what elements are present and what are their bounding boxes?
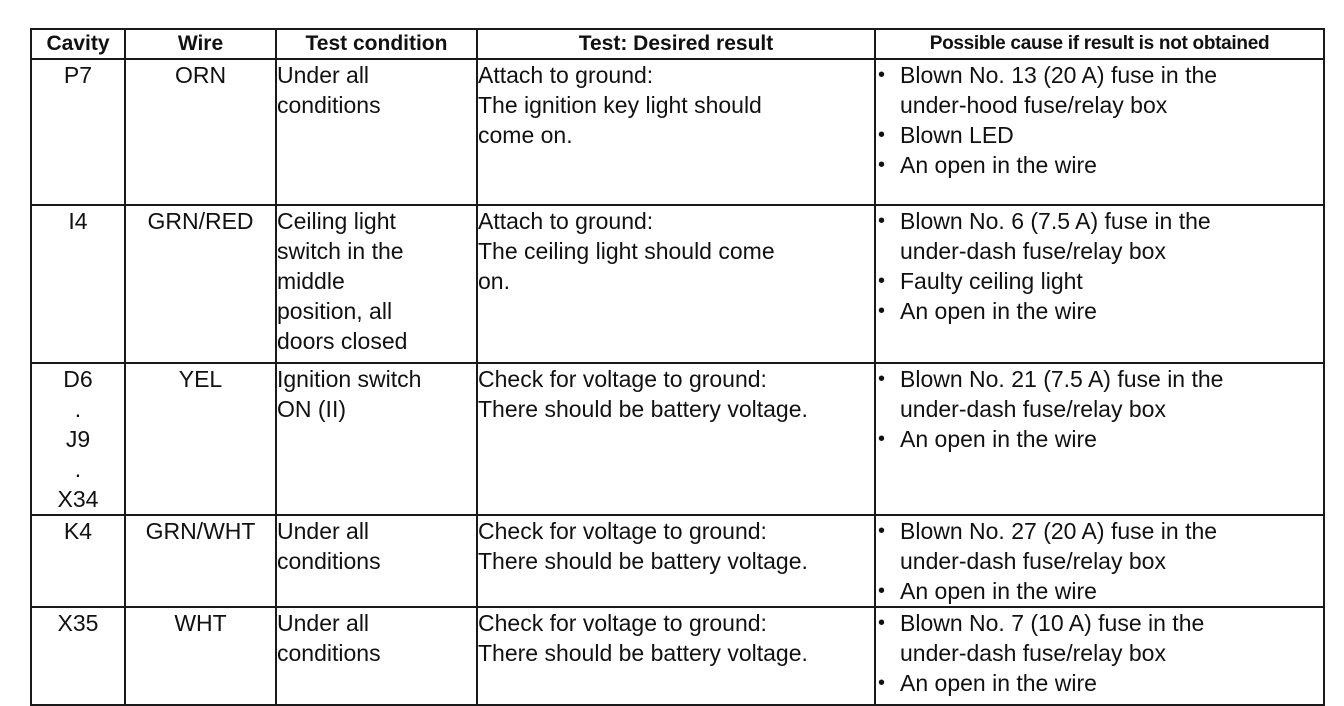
cavity-separator-dot: . [74, 396, 82, 422]
cause-list [876, 608, 1323, 698]
condition-line: Ignition switch [277, 366, 422, 392]
table-row [31, 59, 1324, 205]
cavity-separator-dot: . [74, 456, 82, 482]
condition-line: switch in the [277, 238, 404, 264]
cause-line: under-dash fuse/relay box [900, 396, 1166, 422]
cause-line: • Blown No. 21 (7.5 A) fuse in the [900, 366, 1224, 392]
result-line: Check for voltage to ground: [478, 366, 767, 392]
cavity-id: P7 [63, 62, 93, 88]
condition-line: doors closed [277, 328, 408, 354]
result-line: The ceiling light should come [478, 238, 775, 264]
cause-item [876, 608, 1323, 668]
header-wire: Wire [125, 29, 276, 59]
test-condition-cell [276, 363, 477, 515]
header-desired-result: Test: Desired result [477, 29, 875, 59]
cavity-id: X34 [57, 486, 99, 512]
cavity-id: K4 [63, 518, 93, 544]
cause-line: • Faulty ceiling light [900, 268, 1083, 294]
cause-line: under-dash fuse/relay box [900, 238, 1166, 264]
cause-item [876, 296, 1323, 326]
cause-item [876, 576, 1323, 606]
wire-color-cell: ORN [125, 59, 276, 205]
circuit-test-table [30, 28, 1325, 706]
desired-result-cell [477, 59, 875, 205]
cavity-cell [31, 59, 125, 205]
condition-line: Under all [277, 62, 370, 88]
cause-item [876, 150, 1323, 180]
header-possible-cause: Possible cause if result is not obtained [875, 29, 1324, 59]
cause-line: • An open in the wire [900, 670, 1097, 696]
cause-item [876, 60, 1323, 120]
test-condition-cell [276, 607, 477, 705]
header-cavity: Cavity [31, 29, 125, 59]
cause-line: • Blown No. 13 (20 A) fuse in the [900, 62, 1218, 88]
test-condition-cell [276, 59, 477, 205]
cause-line: under-dash fuse/relay box [900, 640, 1166, 666]
result-line: come on. [478, 122, 573, 148]
wire-color-cell: GRN/WHT [125, 515, 276, 607]
cause-item [876, 516, 1323, 576]
table-header-row [31, 29, 1324, 59]
cavity-id: I4 [68, 208, 88, 234]
table-row [31, 363, 1324, 515]
condition-line: Ceiling light [277, 208, 396, 234]
cause-list [876, 516, 1323, 606]
result-line: Check for voltage to ground: [478, 518, 767, 544]
result-line: Attach to ground: [478, 208, 654, 234]
cause-item [876, 668, 1323, 698]
cause-line: under-dash fuse/relay box [900, 548, 1166, 574]
condition-line: Under all [277, 518, 370, 544]
cavity-cell [31, 205, 125, 363]
cause-item [876, 206, 1323, 266]
cause-line: • Blown No. 7 (10 A) fuse in the [900, 610, 1205, 636]
result-line: The ignition key light should [478, 92, 762, 118]
wire-color-cell: WHT [125, 607, 276, 705]
table-row [31, 607, 1324, 705]
cause-line: • Blown No. 27 (20 A) fuse in the [900, 518, 1218, 544]
condition-line: conditions [277, 548, 381, 574]
table-body [31, 59, 1324, 705]
cause-list [876, 60, 1323, 180]
cause-line: • Blown LED [900, 122, 1014, 148]
header-test-condition: Test condition [276, 29, 477, 59]
desired-result-cell [477, 363, 875, 515]
cavity-cell [31, 607, 125, 705]
possible-cause-cell [875, 59, 1324, 205]
desired-result-cell [477, 607, 875, 705]
cause-line: • An open in the wire [900, 578, 1097, 604]
cause-list [876, 364, 1323, 454]
test-condition-cell [276, 515, 477, 607]
wire-color-cell: YEL [125, 363, 276, 515]
result-line: There should be battery voltage. [478, 548, 808, 574]
cause-line: • An open in the wire [900, 298, 1097, 324]
condition-line: ON (II) [277, 396, 346, 422]
result-line: Attach to ground: [478, 62, 654, 88]
condition-line: position, all [277, 298, 393, 324]
cavity-id: X35 [57, 610, 99, 636]
cause-item [876, 266, 1323, 296]
desired-result-cell [477, 515, 875, 607]
test-condition-cell [276, 205, 477, 363]
cavity-cell [31, 515, 125, 607]
possible-cause-cell [875, 607, 1324, 705]
possible-cause-cell [875, 363, 1324, 515]
cause-line: under-hood fuse/relay box [900, 92, 1168, 118]
cavity-cell [31, 363, 125, 515]
possible-cause-cell [875, 515, 1324, 607]
condition-line: conditions [277, 92, 381, 118]
wire-color-cell: GRN/RED [125, 205, 276, 363]
possible-cause-cell [875, 205, 1324, 363]
cause-item [876, 364, 1323, 424]
table-row [31, 515, 1324, 607]
result-line: There should be battery voltage. [478, 640, 808, 666]
result-line: There should be battery voltage. [478, 396, 808, 422]
result-line: Check for voltage to ground: [478, 610, 767, 636]
cause-item [876, 120, 1323, 150]
cause-line: • An open in the wire [900, 152, 1097, 178]
table-row [31, 205, 1324, 363]
cavity-id: J9 [65, 426, 91, 452]
desired-result-cell [477, 205, 875, 363]
condition-line: conditions [277, 640, 381, 666]
cause-item [876, 424, 1323, 454]
cause-list [876, 206, 1323, 326]
cause-line: • An open in the wire [900, 426, 1097, 452]
condition-line: Under all [277, 610, 370, 636]
condition-line: middle [277, 268, 345, 294]
cause-line: • Blown No. 6 (7.5 A) fuse in the [900, 208, 1211, 234]
cavity-id: D6 [63, 366, 93, 392]
result-line: on. [478, 268, 510, 294]
